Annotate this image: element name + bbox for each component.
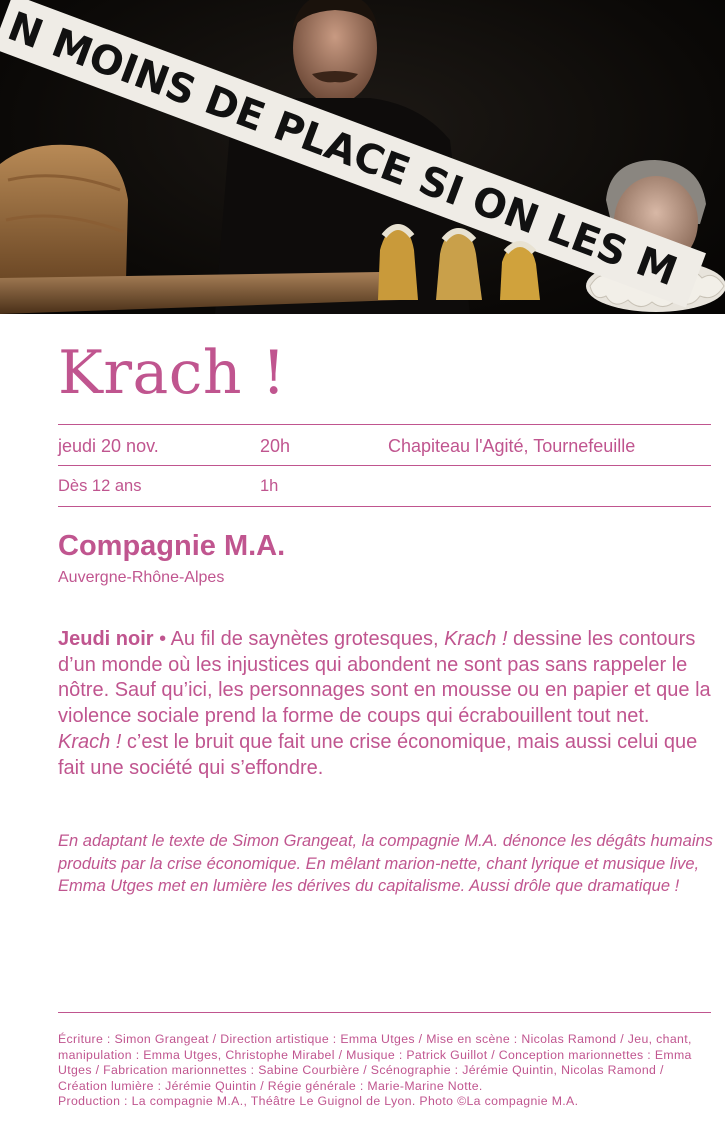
credits [58,1032,698,1110]
event-duration: 1h [260,477,279,495]
divider [58,424,711,425]
event-description [58,627,718,781]
footer-divider [58,1012,711,1013]
description-title-ref: Krach ! [444,628,508,650]
event-age: Dès 12 ans [58,477,142,495]
description-separator: • [153,628,171,650]
hero-photo-illustration [0,0,725,314]
divider [58,465,711,466]
description-title-ref: Krach ! [58,730,122,753]
banner-text: N MOINS DE PLACE SI ON LES M [1,3,690,298]
event-venue: Chapiteau l'Agité, Tournefeuille [388,436,636,456]
description-text: c’est le bruit que fait une crise économique, mais aussi celui que fait une société qui s’effondre. [58,730,698,779]
description-intro: Au fil de saynètes grotesques, [170,628,445,650]
divider [58,506,711,507]
description-text: dessine les contours d’un monde où les injustices qui abondent ne sont pas sans rappeler le nôtre. Sauf qu’ici, les personnages sont en mousse ou en papier et que la violence sociale prend la forme de coups qui écrabouillent tout net. [58,628,711,728]
credits-production: Production : La compagnie M.A., Théâtre Le Guignol de Lyon. Photo ©La compagnie M.A. [58,1094,579,1109]
event-pitch: En adaptant le texte de Simon Grangeat, la compagnie M.A. dénonce les dégâts humains produits par la crise économique. En mêlant marion-nette, chant lyrique et musique live, Emma Utges met en lumière les dérives du capitalisme. Aussi drôle que dramatique ! [58,832,713,895]
company-name: Compagnie M.A. [58,530,286,562]
bread-loaf [0,145,128,284]
company-region: Auvergne-Rhône-Alpes [58,569,225,586]
hero-photo [0,0,725,314]
event-title: Krach ! [58,338,287,408]
event-date: jeudi 20 nov. [58,436,159,456]
event-time: 20h [260,436,291,456]
credits-team: Écriture : Simon Grangeat / Direction artistique : Emma Utges / Mise en scène : Nicolas Ramond / Jeu, chant, manipulation : Emma Utges, Christophe Mirabel / Musique : Patrick Guillot / Conception marionnettes : Emma Utges / Fabrication marionnettes : Sabine Courbière / Scénographie : Jérémie Quintin, Nicolas Ramond / Création lumière : Jérémie Quintin / Régie générale : Marie-Marine Notte. [58,1032,692,1093]
description-tag: Jeudi noir [58,628,154,650]
